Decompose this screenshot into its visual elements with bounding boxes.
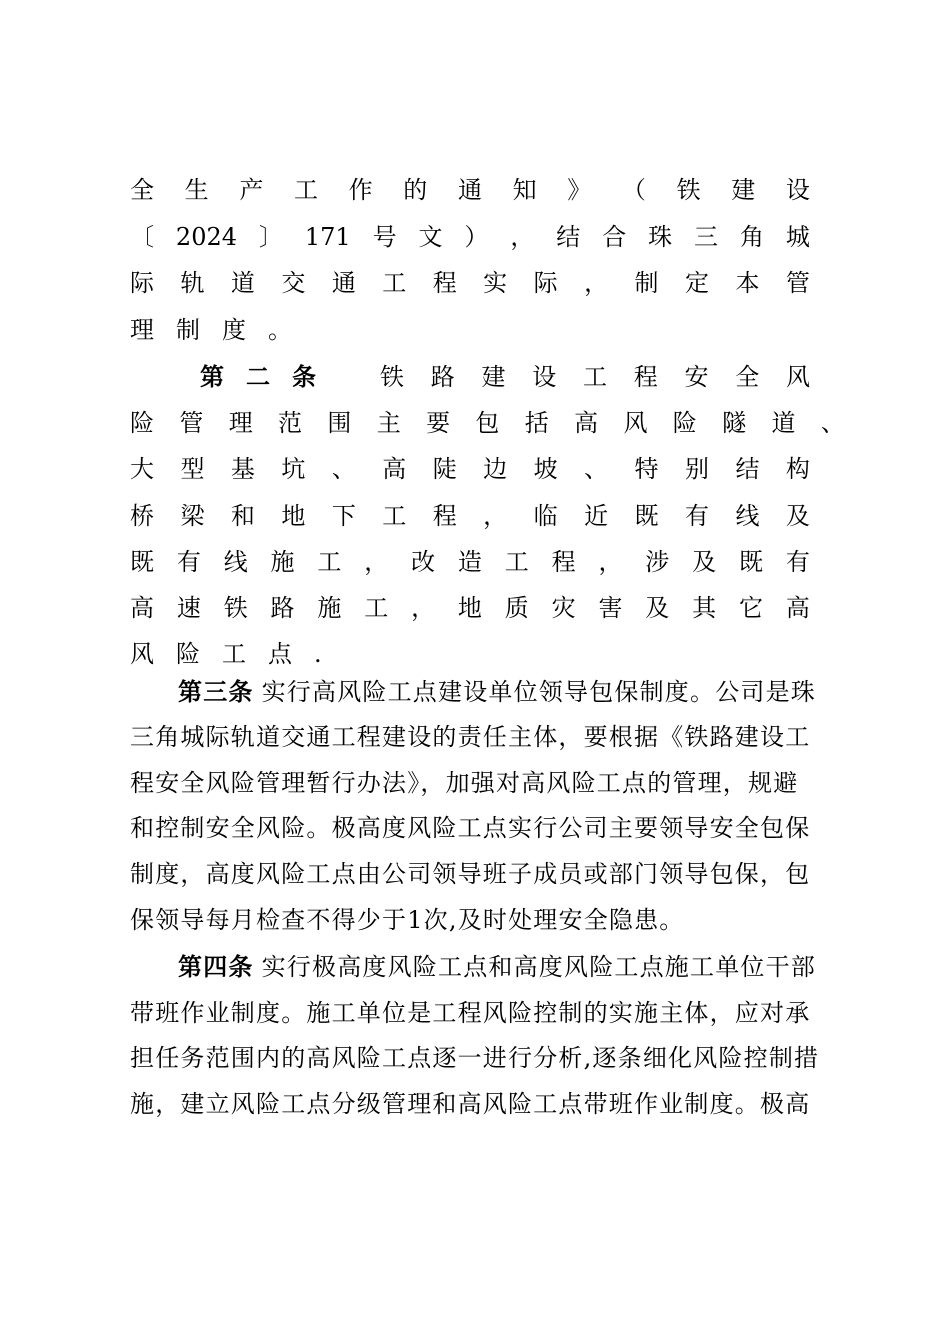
text-line: 高 速 铁 路 施 工 ， 地 质 灾 害 及 其 它 高 <box>130 594 810 622</box>
text-line: 程安全风险管理暂行办法》，加强对高风险工点的管理，规避 <box>130 769 799 797</box>
text-line: 大 型 基 坑 、 高 陡 边 坡 、 特 别 结 构 <box>130 455 810 483</box>
text-line: 带班作业制度。施工单位是工程风险控制的实施主体，应对承 <box>130 999 811 1027</box>
text-line: 风险工点. <box>130 640 344 668</box>
text-line: 际 轨 道 交 通 工 程 实 际 ， 制 定 本 管 <box>130 269 810 297</box>
text-line: 既 有 线 施 工 ， 改 造 工 程 ， 涉 及 既 有 <box>130 548 810 576</box>
article-3-label: 第三条 <box>178 678 254 706</box>
text-line: 三角城际轨道交通工程建设的责任主体，要根据《铁路建设工 <box>130 723 811 751</box>
article-2-label: 第二条 <box>200 363 338 391</box>
article-4-first-line <box>178 947 816 987</box>
text-line: 制度，高度风险工点由公司领导班子成员或部门领导包保，包 <box>130 860 811 888</box>
text-line: 铁 路 建 设 工 程 安 全 风 <box>380 363 810 391</box>
text-line: 施，建立风险工点分级管理和高风险工点带班作业制度。极高 <box>130 1090 811 1118</box>
article-4-text: 实行极高度风险工点和高度风险工点施工单位干部 <box>261 953 817 981</box>
text-line: 全 生 产 工 作 的 通 知 》 （ 铁 建 设 <box>130 176 810 204</box>
article-4-label: 第四条 <box>178 953 254 981</box>
article-3-first-line <box>178 672 816 712</box>
text-line: 〔 2024 〕 171 号 文 ） ， 结 合 珠 三 角 城 <box>130 223 810 251</box>
text-line: 险 管 理 范 围 主 要 包 括 高 风 险 隧 道 、 <box>130 409 845 437</box>
text-line: 保领导每月检查不得少于1次,及时处理安全隐患。 <box>130 906 685 934</box>
text-line: 理制度。 <box>130 316 314 344</box>
text-line: 桥 梁 和 地 下 工 程 ， 临 近 既 有 线 及 <box>130 502 810 530</box>
text-line: 担任务范围内的高风险工点逐一进行分析,逐条细化风险控制措 <box>130 1044 820 1072</box>
text-line: 和控制安全风险。极高度风险工点实行公司主要领导安全包保 <box>130 814 811 842</box>
article-3-text: 实行高风险工点建设单位领导包保制度。公司是珠 <box>261 678 817 706</box>
